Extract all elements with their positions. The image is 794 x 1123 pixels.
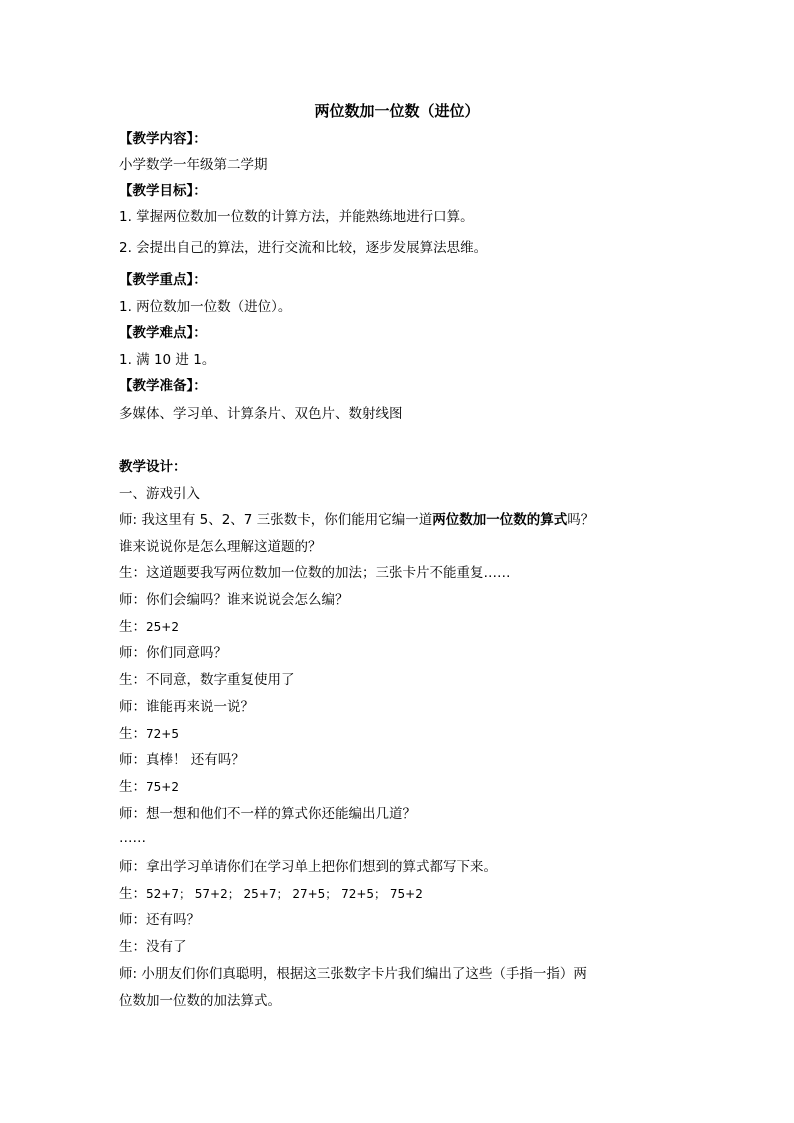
- prep-heading: 【教学准备】：: [119, 378, 207, 394]
- dialogue-line-9-value: 72+5: [146, 727, 179, 741]
- dialogue-line-11-prefix: 生：: [119, 779, 146, 795]
- dialogue-line-18: 师: 小朋友们你们真聪明，根据这三张数字卡片我们编出了这些（手指一指）两: [119, 966, 587, 982]
- dialogue-line-5-value: 25+2: [146, 620, 179, 634]
- dialogue-line-15-value: 52+7； 57+2； 25+7； 27+5； 72+5； 75+2: [146, 887, 423, 901]
- content-text: 小学数学一年级第二学期: [119, 157, 268, 173]
- content-heading: 【教学内容】：: [119, 131, 207, 147]
- dialogue-line-16: 师：还有吗？: [119, 912, 200, 928]
- dialogue-line-10: 师：真棒！ 还有吗？: [119, 752, 245, 768]
- dialogue-line-6: 师：你们同意吗？: [119, 645, 227, 661]
- dialogue-line-15: [119, 884, 423, 904]
- dialogue-line-14: 师：拿出学习单请你们在学习单上把你们想到的算式都写下来。: [119, 859, 497, 875]
- difficulty-heading: 【教学难点】：: [119, 325, 207, 341]
- dialogue-line-2: 谁来说说你是怎么理解这道题的？: [119, 539, 322, 555]
- prep-text: 多媒体、学习单、计算条片、双色片、数射线图: [119, 406, 403, 422]
- dialogue-line-12: 师：想一想和他们不一样的算式你还能编出几道？: [119, 806, 416, 822]
- dialogue-line-4: 师：你们会编吗？谁来说说会怎么编？: [119, 592, 349, 608]
- dialogue-line-13: ……: [119, 830, 146, 846]
- dialogue-line-9-prefix: 生：: [119, 726, 146, 742]
- dialogue-line-1: [119, 510, 594, 530]
- design-part-1: 一、游戏引入: [119, 486, 200, 502]
- dialogue-line-1-suffix: 吗？: [567, 512, 595, 528]
- difficulty-item-1: 1. 满 10 进 1。: [119, 352, 216, 368]
- dialogue-line-5-prefix: 生：: [119, 619, 146, 635]
- key-heading: 【教学重点】：: [119, 272, 207, 288]
- dialogue-line-7: 生：不同意，数字重复使用了: [119, 672, 295, 688]
- goal-item-2: 2. 会提出自己的算法，进行交流和比较，逐步发展算法思维。: [119, 240, 488, 256]
- document-title: 两位数加一位数（进位）: [314, 102, 480, 120]
- dialogue-line-15-prefix: 生：: [119, 886, 146, 902]
- dialogue-line-1-bold: 两位数加一位数的算式: [432, 512, 568, 528]
- dialogue-line-11-value: 75+2: [146, 780, 179, 794]
- goals-heading: 【教学目标】：: [119, 183, 207, 199]
- design-heading: 教学设计：: [119, 459, 187, 475]
- dialogue-line-8: 师：谁能再来说一说？: [119, 699, 254, 715]
- dialogue-line-9: [119, 724, 179, 744]
- dialogue-line-3: 生：这道题要我写两位数加一位数的加法；三张卡片不能重复……: [119, 565, 511, 581]
- key-item-1: 1. 两位数加一位数（进位）。: [119, 299, 292, 315]
- dialogue-line-11: [119, 777, 179, 797]
- dialogue-line-5: [119, 617, 179, 637]
- goal-item-1: 1. 掌握两位数加一位数的计算方法，并能熟练地进行口算。: [119, 209, 474, 225]
- dialogue-line-17: 生：没有了: [119, 939, 187, 955]
- dialogue-line-1-prefix: 师: 我这里有 5、2、7 三张数卡，你们能用它编一道: [119, 512, 433, 528]
- dialogue-line-19: 位数加一位数的加法算式。: [119, 993, 281, 1009]
